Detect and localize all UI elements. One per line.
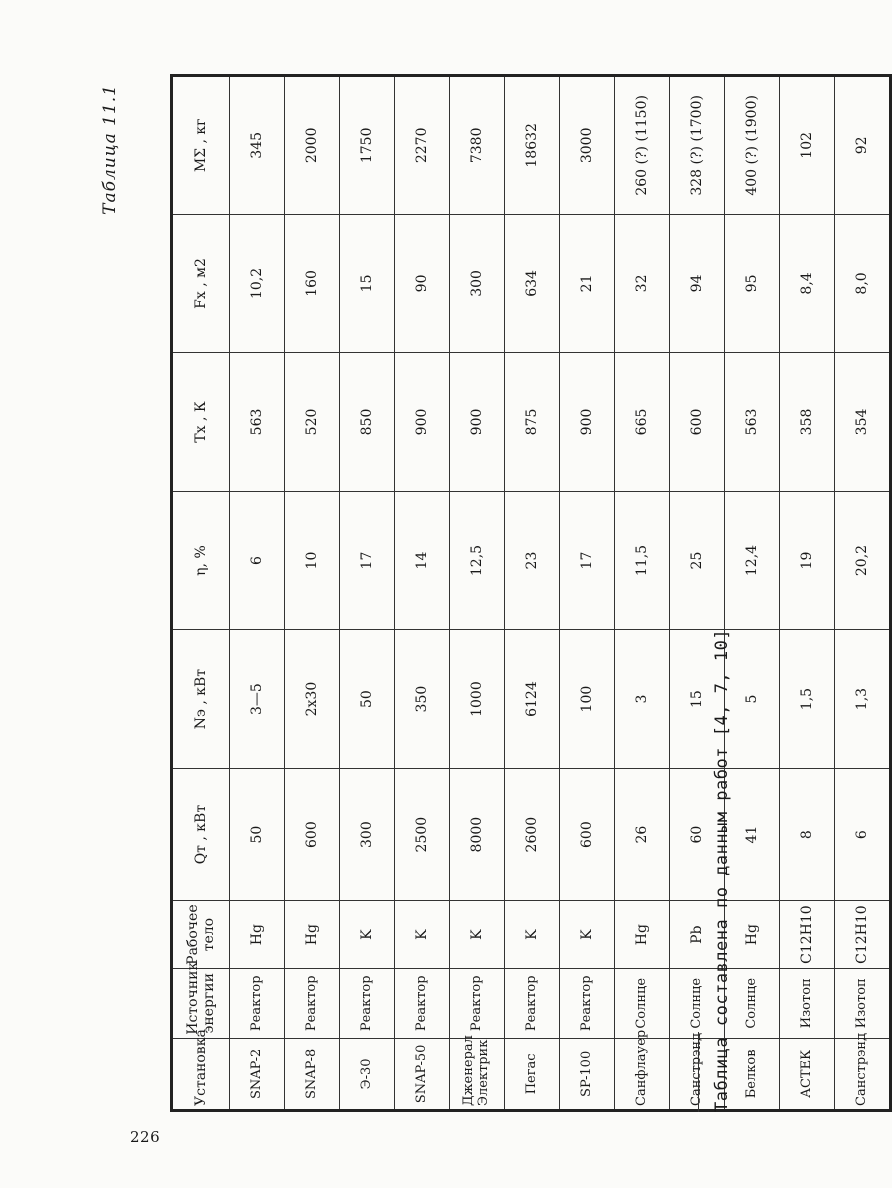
table-cell: 354 (835, 353, 891, 492)
table-cell: SNAP-2 (230, 1038, 285, 1110)
table-body (230, 76, 891, 1111)
header-cell-2: Рабочее тело (172, 901, 230, 968)
rotated-page-content (100, 72, 870, 1112)
table-cell: 1750 (340, 76, 395, 215)
table-cell: K (560, 901, 615, 968)
table-cell: 102 (780, 76, 835, 215)
table-cell: Hg (285, 901, 340, 968)
table-cell: 8000 (450, 768, 505, 901)
header-cell-4: Nэ , кВт (172, 630, 230, 769)
table-cell: 328 (?) (1700) (670, 76, 725, 215)
table-cell: 26 (615, 768, 670, 901)
source-rule (698, 1032, 699, 1112)
table-cell: SP-100 (560, 1038, 615, 1110)
table-cell: 345 (230, 76, 285, 215)
table-cell: 5 (725, 630, 780, 769)
table-cell: 3000 (560, 76, 615, 215)
table-row (505, 76, 560, 1111)
table-row (340, 76, 395, 1111)
table-cell: 358 (780, 353, 835, 492)
table-cell: 15 (670, 630, 725, 769)
table-cell: 6124 (505, 630, 560, 769)
table-cell: 2x30 (285, 630, 340, 769)
table-cell: 1,5 (780, 630, 835, 769)
table-cell: 10 (285, 491, 340, 630)
data-table (170, 74, 892, 1112)
table-cell: 850 (340, 353, 395, 492)
table-cell: 50 (340, 630, 395, 769)
table-cell: 32 (615, 214, 670, 353)
header-cell-3: Qт , кВт (172, 768, 230, 901)
header-cell-1: Источник энергии (172, 968, 230, 1038)
table-cell: 50 (230, 768, 285, 901)
table-cell: 92 (835, 76, 891, 215)
table-cell: SNAP-50 (395, 1038, 450, 1110)
table-cell: 20,2 (835, 491, 891, 630)
table-cell: 3—5 (230, 630, 285, 769)
table-row (615, 76, 670, 1111)
table-cell: Реактор (340, 968, 395, 1038)
table-cell: 17 (560, 491, 615, 630)
table-cell: K (340, 901, 395, 968)
table-cell: Hg (615, 901, 670, 968)
table-cell: 875 (505, 353, 560, 492)
table-cell: 6 (835, 768, 891, 901)
table-cell: 350 (395, 630, 450, 769)
table-cell: 90 (395, 214, 450, 353)
table-cell: 634 (505, 214, 560, 353)
table-cell: 600 (285, 768, 340, 901)
table-cell: Пегас (505, 1038, 560, 1110)
table-row (450, 76, 505, 1111)
table-cell: 665 (615, 353, 670, 492)
table-cell: 400 (?) (1900) (725, 76, 780, 215)
table-cell: 520 (285, 353, 340, 492)
table-cell: Белков (725, 1038, 780, 1110)
table-cell: 1,3 (835, 630, 891, 769)
table-cell: 12,5 (450, 491, 505, 630)
table-cell: 100 (560, 630, 615, 769)
table-cell: 6 (230, 491, 285, 630)
table-row (230, 76, 285, 1111)
table-cell: 25 (670, 491, 725, 630)
table-cell: K (450, 901, 505, 968)
table-cell: 900 (450, 353, 505, 492)
header-cell-5: η, % (172, 491, 230, 630)
table-cell: Изотоп (780, 968, 835, 1038)
header-cell-6: Tх , К (172, 353, 230, 492)
table-cell: 7380 (450, 76, 505, 215)
table-cell: Солнце (670, 968, 725, 1038)
table-cell: 21 (560, 214, 615, 353)
table-cell: Реактор (560, 968, 615, 1038)
table-cell: K (505, 901, 560, 968)
table-cell: 160 (285, 214, 340, 353)
table-cell: 563 (230, 353, 285, 492)
table-row (780, 76, 835, 1111)
table-cell: 60 (670, 768, 725, 901)
table-cell: Hg (230, 901, 285, 968)
table-cell: 600 (670, 353, 725, 492)
table-cell: 14 (395, 491, 450, 630)
header-cell-8: MΣ , кг (172, 76, 230, 215)
table-cell: 8,0 (835, 214, 891, 353)
table-cell: K (395, 901, 450, 968)
table-cell: 12,4 (725, 491, 780, 630)
source-note: Таблица составлена по данным работ [4, 7, 10] (712, 628, 732, 1112)
table-cell: 2600 (505, 768, 560, 901)
table-cell: Реактор (505, 968, 560, 1038)
table-cell: C12H10 (835, 901, 891, 968)
header-cell-0: Установка (172, 1038, 230, 1110)
table-row (285, 76, 340, 1111)
table-cell: 600 (560, 768, 615, 901)
table-row (835, 76, 891, 1111)
table-cell: Э-30 (340, 1038, 395, 1110)
table-caption: Таблица 11.1 (100, 84, 120, 215)
table-cell: 2270 (395, 76, 450, 215)
table-cell: 19 (780, 491, 835, 630)
table-row (560, 76, 615, 1111)
table-cell: Изотоп (835, 968, 891, 1038)
table-row (395, 76, 450, 1111)
page-number: 226 (130, 1128, 161, 1146)
table-cell: Реактор (450, 968, 505, 1038)
table-cell: 8 (780, 768, 835, 901)
table-cell: 23 (505, 491, 560, 630)
table-cell: Солнце (615, 968, 670, 1038)
table-cell: АСТЕК (780, 1038, 835, 1110)
table-cell: Санстрэнд (670, 1038, 725, 1110)
table-cell: 94 (670, 214, 725, 353)
header-row (172, 76, 230, 1111)
table-cell: 1000 (450, 630, 505, 769)
table-cell: Реактор (230, 968, 285, 1038)
table-cell: Реактор (285, 968, 340, 1038)
table-cell: 900 (395, 353, 450, 492)
table-cell: Солнце (725, 968, 780, 1038)
table-cell: 563 (725, 353, 780, 492)
table-cell: SNAP-8 (285, 1038, 340, 1110)
table-cell: 3 (615, 630, 670, 769)
table-cell: 900 (560, 353, 615, 492)
table-cell: 41 (725, 768, 780, 901)
table-cell: 300 (340, 768, 395, 901)
table-cell: C12H10 (780, 901, 835, 968)
header-cell-7: Fх , м2 (172, 214, 230, 353)
table-cell: 11,5 (615, 491, 670, 630)
table-cell: 17 (340, 491, 395, 630)
table-cell: 15 (340, 214, 395, 353)
table-cell: 95 (725, 214, 780, 353)
table-cell: Реактор (395, 968, 450, 1038)
table-cell: Дженерал Электрик (450, 1038, 505, 1110)
table-cell: Pb (670, 901, 725, 968)
table-cell: 260 (?) (1150) (615, 76, 670, 215)
table-cell: 300 (450, 214, 505, 353)
table-cell: 8,4 (780, 214, 835, 353)
table-cell: 2000 (285, 76, 340, 215)
table-cell: 10,2 (230, 214, 285, 353)
table-cell: Hg (725, 901, 780, 968)
table-cell: 2500 (395, 768, 450, 901)
table-cell: Санфлауер (615, 1038, 670, 1110)
table-cell: 18632 (505, 76, 560, 215)
table-cell: Санстрэнд (835, 1038, 891, 1110)
table-row (725, 76, 780, 1111)
